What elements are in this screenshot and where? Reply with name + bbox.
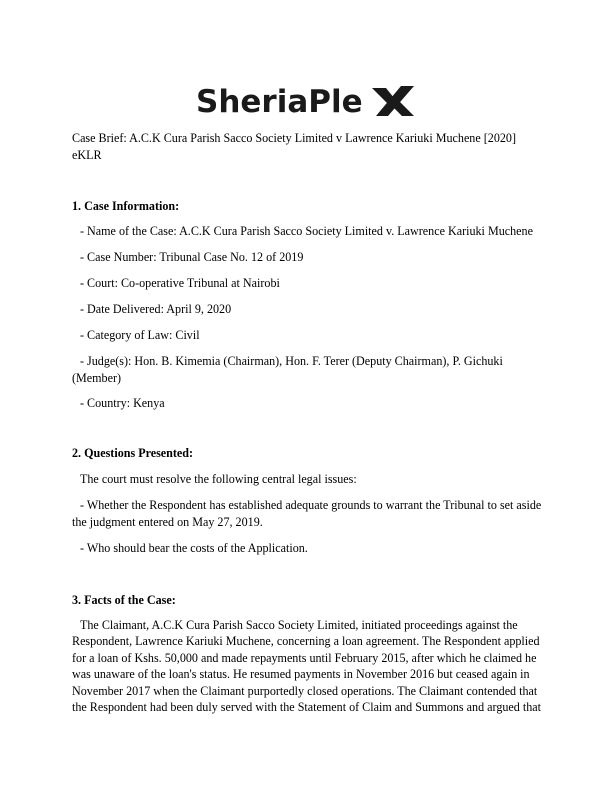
case-info-judges: - Judge(s): Hon. B. Kimemia (Chairman), Hon. F. Terer (Deputy Chairman), P. Gichuki (Member) xyxy=(72,354,503,385)
question-item: - Whether the Respondent has established adequate grounds to warrant the Tribunal to set aside the judgment entered on May 27, 2019. xyxy=(72,498,542,529)
case-info-country: - Country: Kenya xyxy=(80,396,165,410)
brief-title: Case Brief: A.C.K Cura Parish Sacco Society Limited v Lawrence Kariuki Muchene [2020] eKLR xyxy=(72,131,516,162)
sheriaplex-logo xyxy=(196,78,418,122)
logo-x-mark xyxy=(372,86,414,116)
questions-intro: The court must resolve the following central legal issues: xyxy=(80,472,357,486)
logo-wordmark: SheriaPle xyxy=(196,84,363,120)
section-heading-case-information: 1. Case Information: xyxy=(72,199,180,213)
facts-paragraph: The Claimant, A.C.K Cura Parish Sacco Society Limited, initiated proceedings against the Respondent, Lawrence Kariuki Muchene, concerning a loan agreement. The Respondent applied for a loan of Kshs. 50,000 and made repayments until February 2015, after which he claimed he was unaware of the loan's status. He resumed payments in November 2016 but ceased again in November 2017 when the Claimant purportedly closed operations. The Claimant contended that the Respondent had been duly served with the Statement of Claim and Summons and argued that xyxy=(72,618,541,715)
section-heading-facts: 3. Facts of the Case: xyxy=(72,593,176,607)
case-info-court: - Court: Co-operative Tribunal at Nairobi xyxy=(80,276,280,290)
question-item: - Who should bear the costs of the Application. xyxy=(80,541,308,555)
case-info-number: - Case Number: Tribunal Case No. 12 of 2019 xyxy=(80,250,304,264)
case-info-date: - Date Delivered: April 9, 2020 xyxy=(80,302,232,316)
case-info-category: - Category of Law: Civil xyxy=(80,328,200,342)
case-info-name: - Name of the Case: A.C.K Cura Parish Sacco Society Limited v. Lawrence Kariuki Muchene xyxy=(80,224,533,238)
section-heading-questions: 2. Questions Presented: xyxy=(72,446,194,460)
